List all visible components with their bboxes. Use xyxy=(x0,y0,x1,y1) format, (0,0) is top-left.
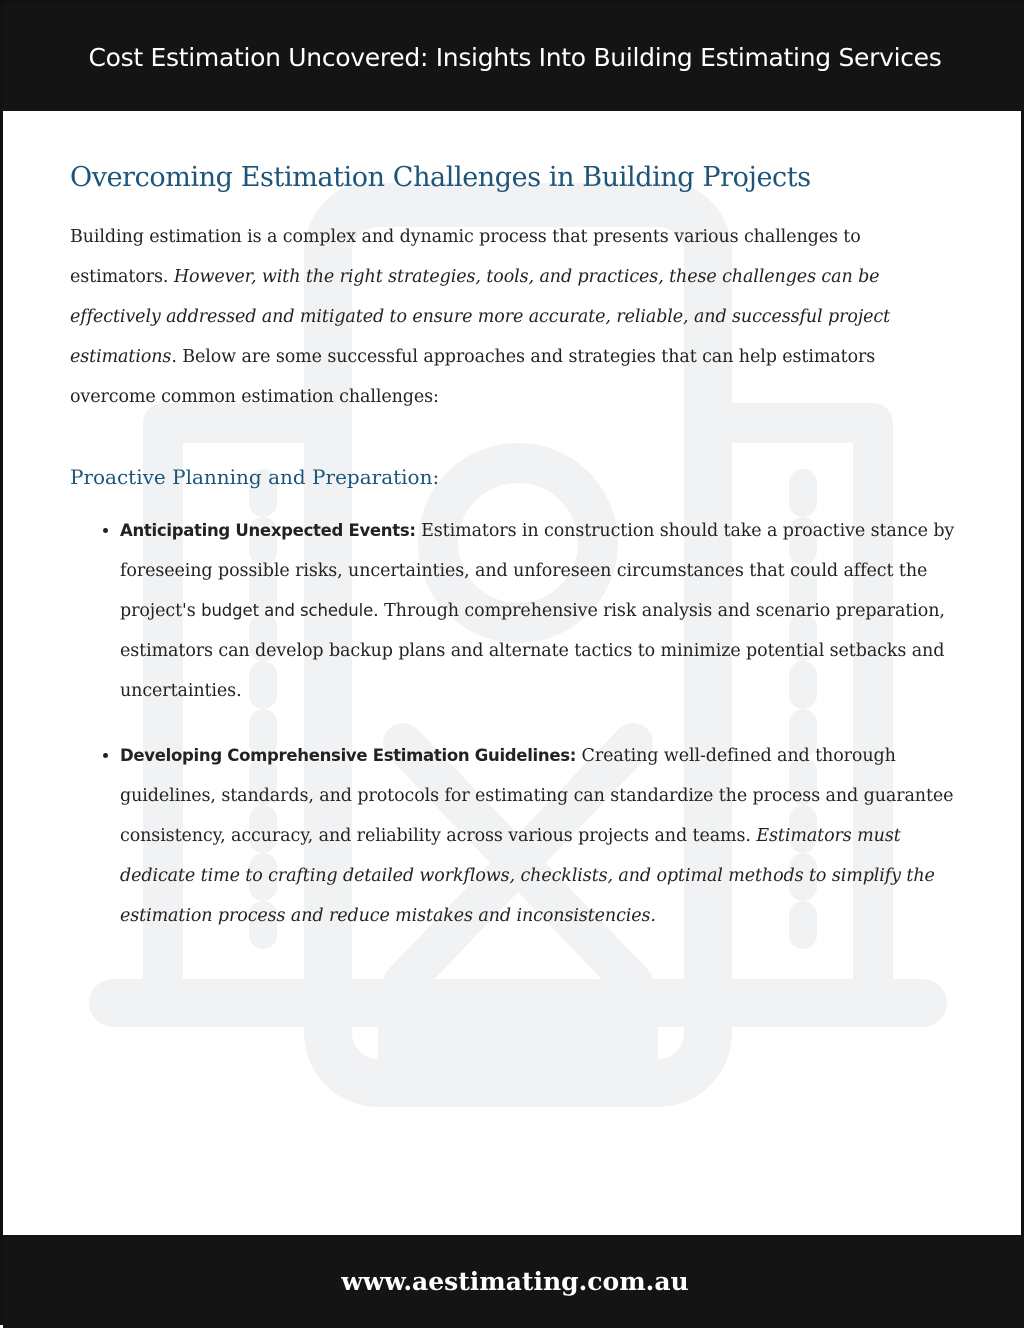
bullet-lead: Anticipating Unexpected Events: xyxy=(120,521,416,540)
intro-italic-text: However, with the right strategies, tools, and practices, these challenges can be effectively addressed and mitigated to ensure more accurate, reliable, and successful project estimations xyxy=(70,267,891,367)
bullet-italic-text: Estimators must dedicate time to crafting detailed workflows, checklists, and optimal methods to simplify the estimation process and reduce mistakes and inconsistencies. xyxy=(120,826,935,926)
section-heading: Overcoming Estimation Challenges in Building Projects xyxy=(70,162,811,193)
subsection-heading: Proactive Planning and Preparation: xyxy=(70,465,440,489)
list-item xyxy=(120,511,960,711)
header-bar xyxy=(3,3,1024,111)
intro-paragraph xyxy=(70,217,960,417)
bullet-list xyxy=(70,511,960,936)
intro-text: Building estimation is a complex and dynamic process that presents various challenges to estimators. xyxy=(70,227,861,287)
website-url[interactable]: www.aestimating.com.au xyxy=(341,1267,689,1296)
bullet-text-end: . Through comprehensive risk analysis and scenario preparation, estimators can develop backup plans and alternate tactics to minimize potential setbacks and uncertainties. xyxy=(120,601,945,701)
intro-text-end: . Below are some successful approaches and strategies that can help estimators overcome common estimation challenges: xyxy=(70,347,876,407)
bullet-lead: Developing Comprehensive Estimation Guidelines: xyxy=(120,746,577,765)
bullet-text: Creating well-defined and thorough guidelines, standards, and protocols for estimating can standardize the process and guarantee consistency, accuracy, and reliability across various projects and teams. xyxy=(120,746,954,846)
footer-bar xyxy=(3,1235,1024,1328)
budget-schedule-link[interactable]: budget and schedule xyxy=(201,601,374,620)
list-item xyxy=(120,736,960,936)
bullet-text: Estimators in construction should take a proactive stance by foreseeing possible risks, uncertainties, and unforeseen circumstances that could affect the project's xyxy=(120,521,955,621)
document-title: Cost Estimation Uncovered: Insights Into Building Estimating Services xyxy=(88,42,942,72)
main-content xyxy=(70,153,960,961)
